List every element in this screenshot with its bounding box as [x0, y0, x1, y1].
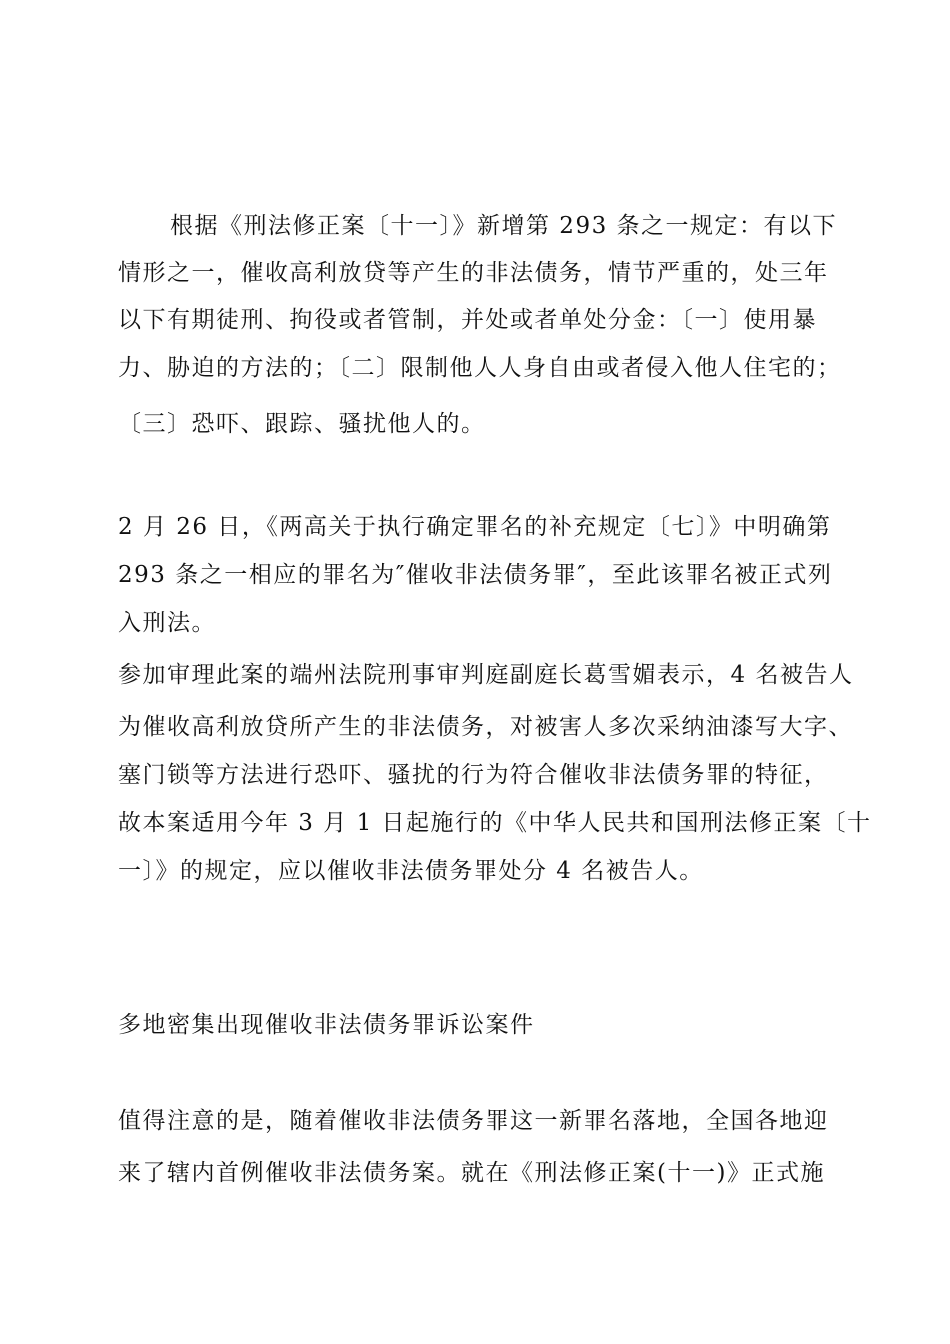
- text-line: 2 月 26 日，《两高关于执行确定罪名的补充规定〔七〕》中明确第: [118, 514, 832, 540]
- text-line: 情形之一，催收高利放贷等产生的非法债务，情节严重的，处三年: [118, 260, 829, 286]
- text-line: 力、胁迫的方法的；〔二〕限制他人人身自由或者侵入他人住宅的；: [118, 355, 842, 381]
- text-line: 值得注意的是，随着催收非法债务罪这一新罪名落地，全国各地迎: [118, 1108, 829, 1134]
- text-line: 来了辖内首例催收非法债务案。就在《刑法修正案(十一)》正式施: [118, 1160, 825, 1186]
- text-line: 为催收高利放贷所产生的非法债务，对被害人多次采纳油漆写大字、: [118, 714, 853, 740]
- text-line: 塞门锁等方法进行恐吓、骚扰的行为符合催收非法债务罪的特征，: [118, 762, 829, 788]
- section-heading: 多地密集出现催收非法债务罪诉讼案件: [118, 1012, 535, 1038]
- text-line: 一〕》的规定，应以催收非法债务罪处分 4 名被告人。: [118, 858, 704, 884]
- text-line: 根据《刑法修正案〔十一〕》新增第 293 条之一规定：有以下: [170, 213, 838, 239]
- text-line: 故本案适用今年 3 月 1 日起施行的《中华人民共和国刑法修正案〔十: [118, 810, 872, 836]
- text-line: 以下有期徒刑、拘役或者管制，并处或者单处分金：〔一〕使用暴: [118, 307, 817, 333]
- text-line: 入刑法。: [118, 610, 216, 636]
- text-line: 293 条之一相应的罪名为″催收非法债务罪″，至此该罪名被正式列: [118, 562, 833, 588]
- text-line: 〔三〕恐吓、跟踪、骚扰他人的。: [118, 411, 486, 437]
- text-line: 参加审理此案的端州法院刑事审判庭副庭长葛雪媚表示，4 名被告人: [118, 662, 854, 688]
